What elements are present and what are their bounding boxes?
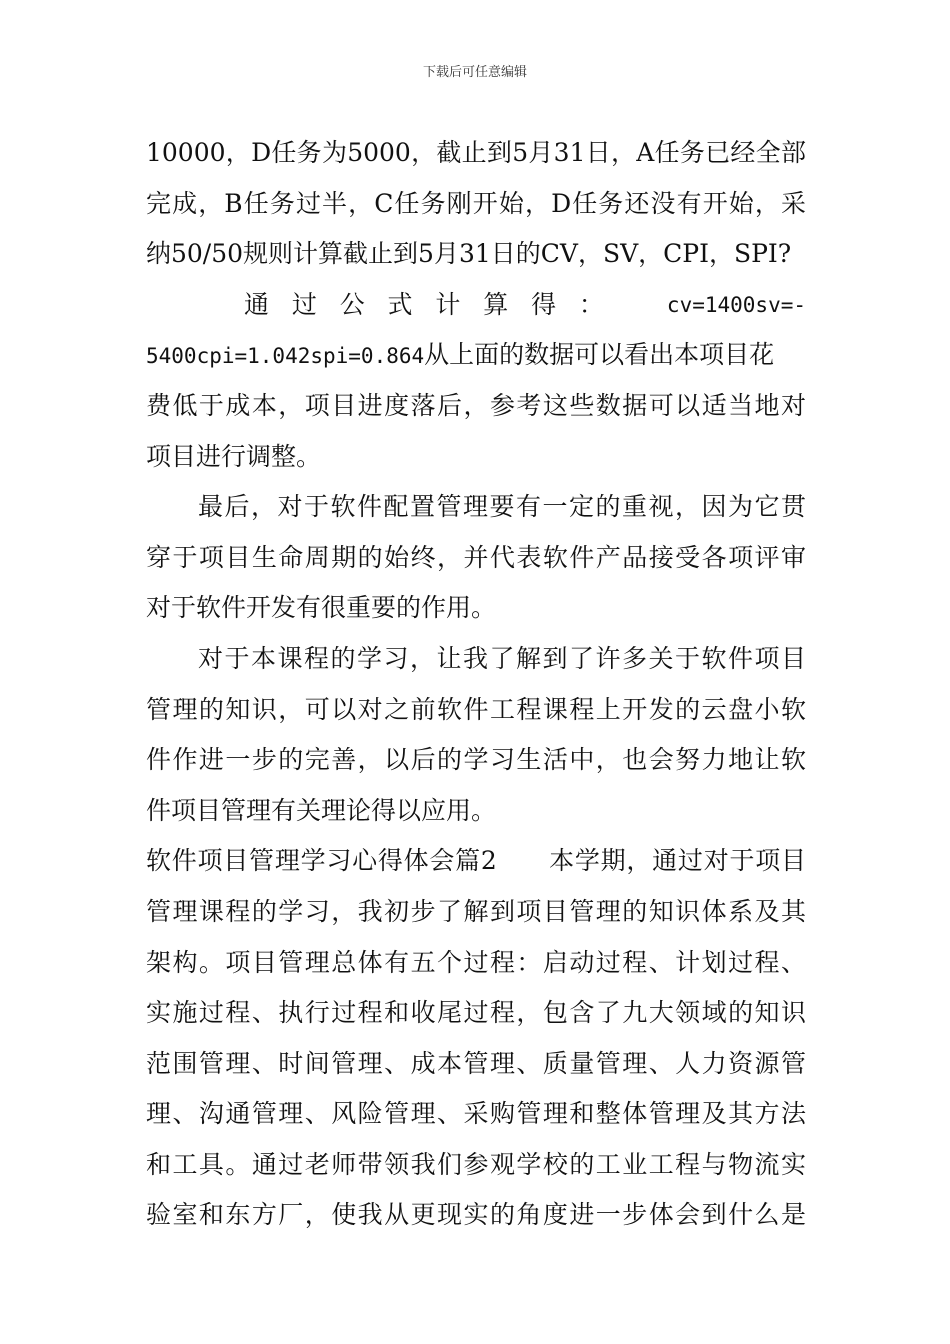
text-line: 管理的知识，可以对之前软件工程课程上开发的云盘小软 xyxy=(146,694,806,724)
paragraph-first-line: 最后，对于软件配置管理要有一定的重视，因为它贯 xyxy=(198,492,806,522)
text-line: 项目进行调整。 xyxy=(146,441,322,471)
formula-lead-char: 算 xyxy=(483,289,509,319)
section-heading-line: 软件项目管理学习心得体会篇2 本学期，通过对于项目 xyxy=(146,846,806,876)
text-line: 管理课程的学习，我初步了解到项目管理的知识体系及其 xyxy=(146,896,806,926)
formula-line xyxy=(146,280,806,331)
text-line xyxy=(146,330,806,381)
text-line: 理、沟通管理、风险管理、采购管理和整体管理及其方法 xyxy=(146,1099,806,1129)
formula-lead-text xyxy=(244,280,604,331)
page-header: 下载后可任意编辑 xyxy=(422,65,527,80)
paragraph-first-line: 对于本课程的学习，让我了解到了许多关于软件项目 xyxy=(198,643,806,673)
formula-lead-char: 式 xyxy=(387,289,413,319)
text-line: 10000，D任务为5000，截止到5月31日，A任务已经全部 xyxy=(146,138,806,167)
text-line: 架构。项目管理总体有五个过程：启动过程、计划过程、 xyxy=(146,947,806,977)
formula-lead-char: 得 xyxy=(531,289,557,319)
formula-lead-char: 公 xyxy=(339,289,365,319)
formula-lead-char: 通 xyxy=(244,289,270,319)
text-line: 完成，B任务过半，C任务刚开始，D任务还没有开始，采 xyxy=(146,188,806,218)
text-line: 纳50/50规则计算截止到5月31日的CV，SV，CPI，SPI? xyxy=(146,239,792,269)
formula-lead-char: 计 xyxy=(435,289,461,319)
text-fragment: 从上面的数据可以看出本项目花 xyxy=(424,340,775,370)
formula-value: 5400cpi=1.042spi=0.864 xyxy=(146,344,425,369)
text-line: 件项目管理有关理论得以应用。 xyxy=(146,795,497,825)
formula-lead-char: ： xyxy=(578,289,604,319)
text-line: 验室和东方厂，使我从更现实的角度进一步体会到什么是 xyxy=(146,1200,806,1230)
formula-lead-char: 过 xyxy=(291,289,317,319)
text-line: 和工具。通过老师带领我们参观学校的工业工程与物流实 xyxy=(146,1149,806,1179)
text-line: 对于软件开发有很重要的作用。 xyxy=(146,593,497,623)
text-line: 费低于成本，项目进度落后，参考这些数据可以适当地对 xyxy=(146,390,806,420)
text-line: 件作进一步的完善，以后的学习生活中，也会努力地让软 xyxy=(146,745,806,775)
text-line: 穿于项目生命周期的始终，并代表软件产品接受各项评审 xyxy=(146,542,806,572)
formula-value: cv=1400sv=- xyxy=(666,292,806,317)
text-line: 实施过程、执行过程和收尾过程，包含了九大领域的知识 xyxy=(146,998,806,1028)
text-line: 范围管理、时间管理、成本管理、质量管理、人力资源管 xyxy=(146,1048,806,1078)
document-body xyxy=(146,128,806,1241)
